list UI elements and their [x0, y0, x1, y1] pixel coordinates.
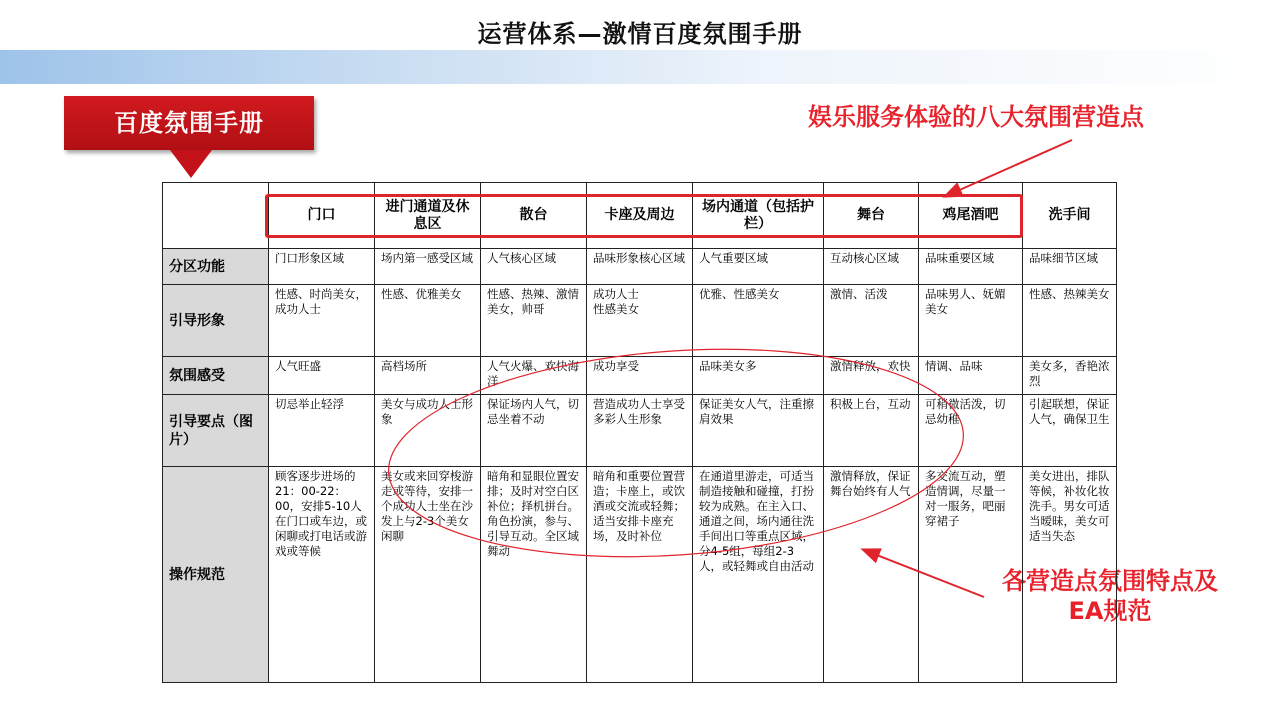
table-cell: 优雅、性感美女 [693, 285, 824, 357]
table-cell: 情调、品味 [919, 357, 1023, 395]
column-header: 门口 [269, 183, 375, 249]
column-header: 场内通道（包括护栏） [693, 183, 824, 249]
table-cell: 美女多，香艳浓烈 [1023, 357, 1117, 395]
row-header: 引导要点（图片） [163, 395, 269, 467]
table-cell: 激情、活泼 [824, 285, 919, 357]
table-cell: 保证美女人气，注重擦肩效果 [693, 395, 824, 467]
table-cell: 营造成功人士享受多彩人生形象 [587, 395, 693, 467]
row-header: 操作规范 [163, 467, 269, 683]
table-cell: 品味细节区域 [1023, 249, 1117, 285]
table-cell: 积极上台，互动 [824, 395, 919, 467]
column-header: 鸡尾酒吧 [919, 183, 1023, 249]
table-cell: 门口形象区域 [269, 249, 375, 285]
table-cell: 品味重要区域 [919, 249, 1023, 285]
column-header: 进门通道及休息区 [375, 183, 481, 249]
table-cell: 品味形象核心区域 [587, 249, 693, 285]
table-cell: 在通道里游走，可适当制造接触和碰撞，打扮较为成熟。在主入口、通道之间，场内通往洗手间出口等重点区域，分4-5组，每组2-3人，或轻舞或自由活动 [693, 467, 824, 683]
table-cell: 暗角和显眼位置安排；及时对空白区补位；择机拼台。角色扮演，参与、引导互动。全区域舞动 [481, 467, 587, 683]
table-cell: 性感、热辣美女 [1023, 285, 1117, 357]
table-cell: 品味男人、妩媚美女 [919, 285, 1023, 357]
table-cell: 成功享受 [587, 357, 693, 395]
table-cell: 美女进出，排队等候，补妆化妆洗手。男女可适当暧昧，美女可适当失态 [1023, 467, 1117, 683]
table-cell: 切忌举止轻浮 [269, 395, 375, 467]
column-header: 舞台 [824, 183, 919, 249]
table-cell: 成功人士 性感美女 [587, 285, 693, 357]
table-cell: 暗角和重要位置营造；卡座上，或饮酒或交流或轻舞；适当安排卡座充场，及时补位 [587, 467, 693, 683]
table-cell: 保证场内人气，切忌坐着不动 [481, 395, 587, 467]
table-cell: 场内第一感受区域 [375, 249, 481, 285]
table-cell: 性感、热辣、激情美女，帅哥 [481, 285, 587, 357]
arrow-to-ellipse-icon [864, 550, 984, 597]
table-cell: 品味美女多 [693, 357, 824, 395]
table-cell: 高档场所 [375, 357, 481, 395]
row-header: 分区功能 [163, 249, 269, 285]
table-cell: 多交流互动，塑造情调，尽量一对一服务，吧丽穿裙子 [919, 467, 1023, 683]
section-tag: 百度氛围手册 [64, 96, 314, 150]
table-cell: 人气重要区域 [693, 249, 824, 285]
highlight-ellipse [382, 331, 971, 575]
table-cell: 性感、时尚美女，成功人士 [269, 285, 375, 357]
table-cell: 人气火爆、欢快海洋 [481, 357, 587, 395]
table-cell: 人气核心区域 [481, 249, 587, 285]
table-cell: 人气旺盛 [269, 357, 375, 395]
table-cell: 激情释放，欢快 [824, 357, 919, 395]
table-cell: 互动核心区域 [824, 249, 919, 285]
row-header: 引导形象 [163, 285, 269, 357]
table-cell: 顾客逐步进场的21：00-22：00，安排5-10人在门口或车边，或闲聊或打电话或游戏或等候 [269, 467, 375, 683]
page-title: 运营体系—激情百度氛围手册 [477, 20, 803, 48]
callout-line-2: EA规范 [1068, 597, 1152, 625]
callout-line-1: 各营造点氛围特点及 [1002, 567, 1218, 595]
column-header: 散台 [481, 183, 587, 249]
callout-eight-points: 娱乐服务体验的八大氛围营造点 [808, 103, 1144, 131]
table-cell: 引起联想，保证人气，确保卫生 [1023, 395, 1117, 467]
table-cell: 美女或来回穿梭游走或等待，安排一个成功人士坐在沙发上与2-3个美女闲聊 [375, 467, 481, 683]
table-cell: 美女与成功人士形象 [375, 395, 481, 467]
column-header: 洗手间 [1023, 183, 1117, 249]
column-header: 卡座及周边 [587, 183, 693, 249]
arrow-to-header-icon [946, 140, 1072, 196]
table-cell: 性感、优雅美女 [375, 285, 481, 357]
table-cell: 激情释放，保证舞台始终有人气 [824, 467, 919, 683]
table-cell: 可稍微活泼，切忌幼稚 [919, 395, 1023, 467]
row-header: 氛围感受 [163, 357, 269, 395]
